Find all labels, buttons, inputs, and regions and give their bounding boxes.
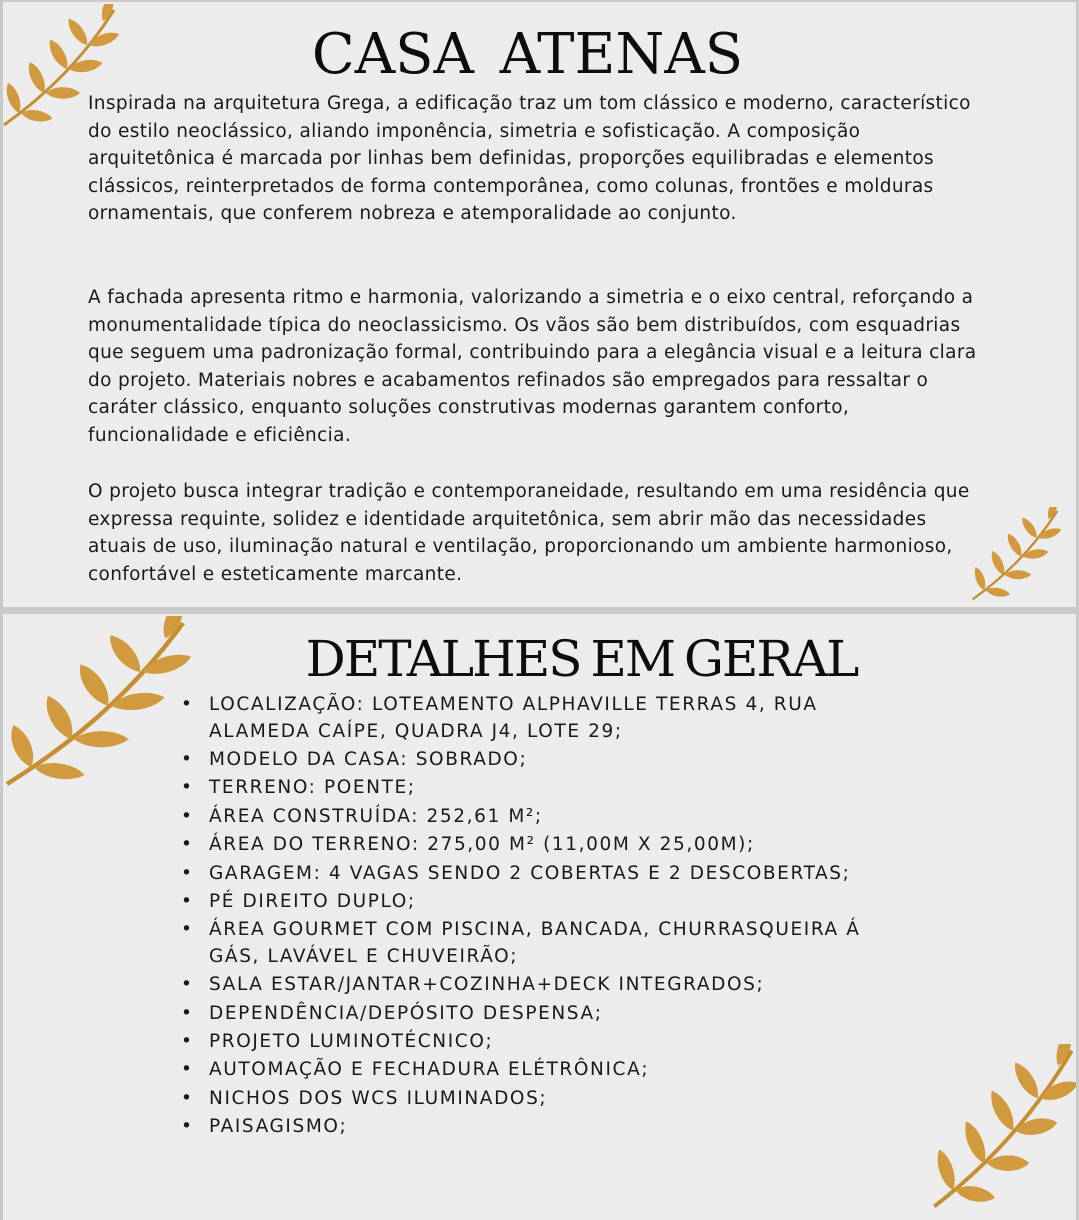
description-paragraph: A fachada apresenta ritmo e harmonia, valorizando a simetria e o eixo central, reforçando a monumentalidade típica do neoclassicismo. Os vãos são bem distribuídos, com esquadrias que seguem uma padronização formal, contribuindo para a elegância visual e a leitura clara do projeto. Materiais nobres e acabamentos refinados são empregados para ressaltar o caráter clássico, enquanto soluções construtivas modernas garantem conforto, funcionalidade e eficiência. — [88, 287, 977, 446]
laurel-branch-icon — [928, 1044, 1076, 1220]
list-item: • GARAGEM: 4 VAGAS SENDO 2 COBERTAS E 2 DESCOBERTAS; — [181, 861, 861, 888]
casa-atenas-title: CASA ATENAS — [311, 22, 744, 87]
details-list — [181, 692, 861, 1143]
description-paragraph: Inspirada na arquitetura Grega, a edificação traz um tom clássico e moderno, característico do estilo neoclássico, aliando imponência, simetria e sofisticação. A composição arquitetônica é marcada por linhas bem definidas, proporções equilibradas e elementos clássicos, reinterpretados de forma contemporânea, como colunas, frontões e molduras ornamentais, que conferem nobreza e atemporalidade ao conjunto. — [88, 93, 971, 225]
list-item: • MODELO DA CASA: SOBRADO; — [181, 747, 861, 774]
list-item: • NICHOS DOS WCS ILUMINADOS; — [181, 1086, 861, 1113]
list-item: • PAISAGISMO; — [181, 1114, 861, 1141]
list-item: • ÁREA CONSTRUÍDA: 252,61 M²; — [181, 804, 861, 831]
details-panel — [3, 614, 1076, 1220]
list-item: • PÉ DIREITO DUPLO; — [181, 889, 861, 916]
casa-atenas-panel — [3, 2, 1076, 607]
list-item: • ÁREA DO TERRENO: 275,00 M² (11,00M X 25,00M); — [181, 832, 861, 859]
list-item: • LOCALIZAÇÃO: LOTEAMENTO ALPHAVILLE TERRAS 4, RUA ALAMEDA CAÍPE, QUADRA J4, LOTE 29; — [181, 692, 861, 745]
list-item: • SALA ESTAR/JANTAR+COZINHA+DECK INTEGRADOS; — [181, 972, 861, 999]
list-item: • PROJETO LUMINOTÉCNICO; — [181, 1029, 861, 1056]
description-paragraph: O projeto busca integrar tradição e contemporaneidade, resultando em uma residência que expressa requinte, solidez e identidade arquitetônica, sem abrir mão das necessidades atuais de uso, iluminação natural e ventilação, proporcionando um ambiente harmonioso, confortável e esteticamente marcante. — [88, 481, 970, 585]
list-item: • DEPENDÊNCIA/DEPÓSITO DESPENSA; — [181, 1001, 861, 1028]
list-item: • AUTOMAÇÃO E FECHADURA ELÉTRÔNICA; — [181, 1057, 861, 1084]
details-title: DETALHES EM GERAL — [305, 630, 858, 688]
list-item: • TERRENO: POENTE; — [181, 775, 861, 802]
list-item: • ÁREA GOURMET COM PISCINA, BANCADA, CHURRASQUEIRA Á GÁS, LAVÁVEL E CHUVEIRÃO; — [181, 917, 861, 970]
